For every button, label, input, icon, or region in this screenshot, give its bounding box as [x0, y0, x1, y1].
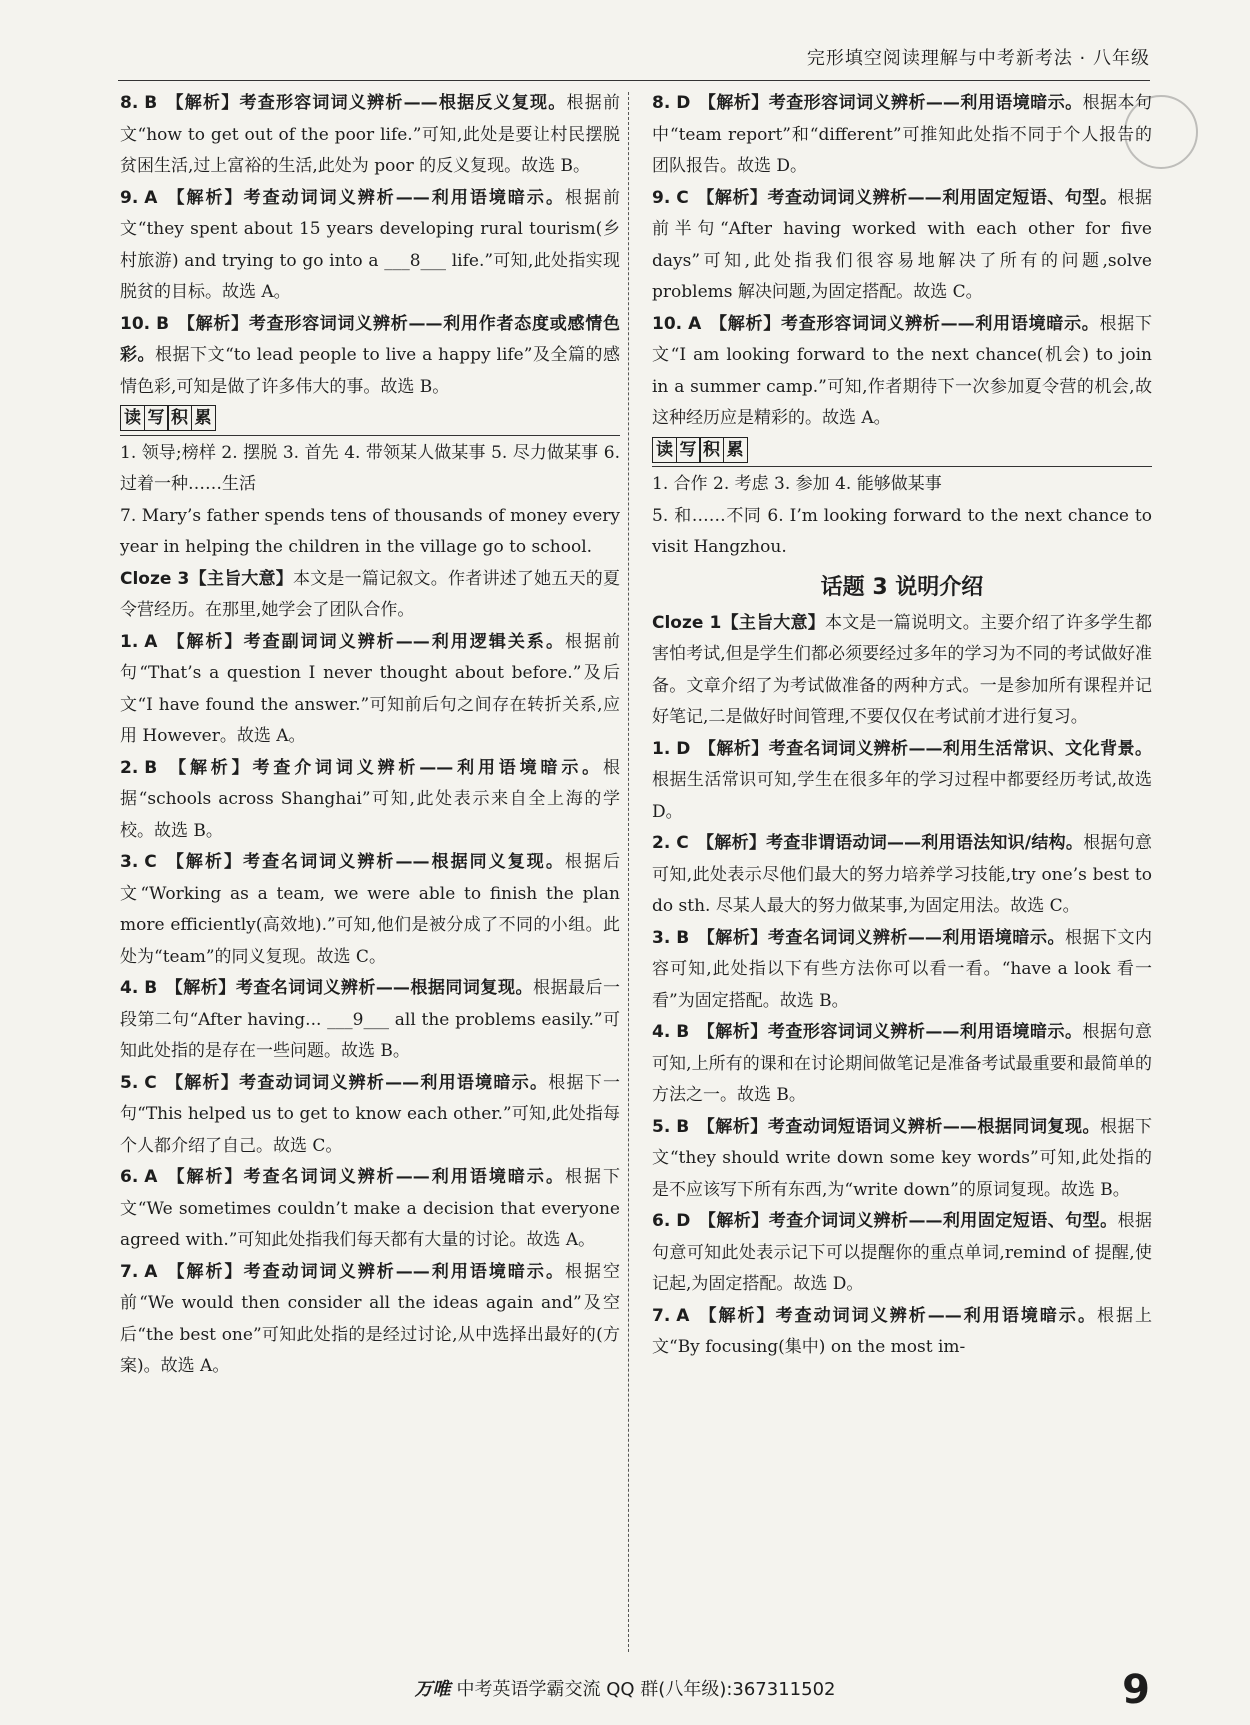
analysis-type: 考查动词词义辨析——利用语境暗示。: [243, 1261, 565, 1282]
left-column: [120, 88, 620, 1383]
answer-letter: C: [676, 833, 689, 853]
answer-item: [120, 183, 620, 309]
cloze-label: Cloze 1: [652, 612, 722, 633]
analysis-text: 根据生活常识可知,学生在很多年的学习过程中都要经历考试,故选 D。: [652, 770, 1152, 822]
answer-item: [652, 1206, 1152, 1301]
answer-item: [120, 753, 620, 848]
analysis-text: 根据下文“We sometimes couldn’t make a decision that everyone agreed with.”可知此处指我们每天都有大量的讨论。故选 A。: [120, 1167, 621, 1250]
cloze-1-summary: [652, 608, 1152, 734]
analysis-tag: 【解析】: [165, 757, 253, 778]
question-number: 3.: [652, 927, 671, 948]
analysis-type: 考查副词词义辨析——利用逻辑关系。: [243, 631, 565, 652]
accumulation-line: 1. 合作 2. 考虑 3. 参加 4. 能够做某事: [652, 474, 942, 494]
answer-letter: A: [144, 187, 158, 208]
answer-letter: B: [676, 927, 690, 948]
analysis-type: 考查形容词词义辨析——利用语境暗示。: [767, 1022, 1083, 1042]
analysis-tag: 【解析】: [698, 738, 769, 759]
analysis-text: 根据句意可知此处表示记下可以提醒你的重点单词,remind of 提醒,使记起,为固定搭配。故选 D。: [652, 1211, 1153, 1294]
analysis-tag: 【解析】: [697, 1305, 776, 1326]
main-idea-tag: 【主旨大意】: [189, 568, 293, 589]
topic-title: 话题 3 说明介绍: [820, 574, 984, 600]
analysis-tag: 【解析】: [165, 187, 244, 208]
question-number: 8.: [120, 93, 139, 113]
analysis-text: 根据下文“to lead people to live a happy life”及全篇的感情色彩,可知是做了许多伟大的事。故选 B。: [120, 345, 620, 397]
analysis-type: 考查名词词义辨析——根据同词复现。: [235, 978, 533, 998]
analysis-type: 考查动词词义辨析——利用语境暗示。: [775, 1305, 1097, 1326]
analysis-text: 根据下文“they should write down some key words”可知,此处指的是不应该写下所有东西,为“write down”的原词复现。故选 B。: [652, 1116, 1153, 1200]
question-number: 4.: [120, 978, 139, 998]
answer-item: [652, 1017, 1152, 1112]
analysis-type: 考查形容词词义辨析——根据反义复现。: [239, 93, 567, 113]
answer-item: [652, 88, 1152, 183]
question-number: 4.: [652, 1022, 671, 1042]
footer: [0, 1675, 1250, 1701]
analysis-text: 根据本句中“team report”和“different”可推知此处指不同于个人报告的团队报告。故选 D。: [652, 93, 1153, 176]
answer-letter: D: [676, 1211, 691, 1231]
analysis-tag: 【解析】: [165, 631, 244, 652]
analysis-type: 考查名词词义辨析——根据同义复现。: [243, 852, 565, 872]
analysis-text: 根据下文“I am looking forward to the next chance(机会) to join in a summer camp.”可知,作者期待下一次参加夏令营的机会,故这种经历应是精彩的。故选 A。: [652, 313, 1153, 428]
answer-item: [120, 1257, 620, 1383]
question-number: 7.: [120, 1261, 139, 1282]
section-label-du-xie-ji-lei: 读 写 积 累: [652, 437, 746, 463]
answer-letter: B: [676, 1022, 690, 1042]
analysis-tag: 【解析】: [697, 1116, 768, 1137]
answer-letter: A: [144, 631, 158, 652]
answer-item: [652, 828, 1152, 923]
answer-item: [652, 309, 1152, 435]
analysis-type: 考查动词词义辨析——利用固定短语、句型。: [767, 187, 1118, 208]
analysis-type: 考查形容词词义辨析——利用作者态度或感情色彩。: [120, 313, 621, 365]
answer-letter: C: [144, 852, 157, 872]
question-number: 5.: [120, 1072, 139, 1093]
footer-text: 中考英语学霸交流 QQ 群(八年级):367311502: [456, 1679, 836, 1700]
section-header-2: [652, 435, 1152, 468]
question-number: 10.: [652, 313, 683, 334]
analysis-tag: 【解析】: [177, 313, 249, 334]
analysis-text: 根据空前“We would then consider all the ideas again and”及空后“the best one”可知此处指的是经过讨论,从中选择出最好的(方案)。故选 A。: [120, 1261, 621, 1376]
answer-item: [120, 1162, 620, 1257]
analysis-tag: 【解析】: [165, 978, 236, 998]
question-number: 7.: [652, 1305, 671, 1326]
question-number: 8.: [652, 93, 671, 113]
brand-logo: 万唯: [414, 1679, 451, 1700]
analysis-tag: 【解析】: [697, 1022, 768, 1042]
main-idea-tag: 【主旨大意】: [721, 612, 825, 633]
summary-text: 本文是一篇记叙文。作者讲述了她五天的夏令营经历。在那里,她学会了团队合作。: [120, 568, 621, 620]
analysis-text: 根据前文“they spent about 15 years developing rural tourism(乡村旅游) and trying to go into a ___8___ life.”可知,此处指实现脱贫的目标。故选 A。: [120, 187, 621, 302]
question-number: 6.: [120, 1167, 139, 1187]
analysis-tag: 【解析】: [165, 1261, 244, 1282]
left-answer-list-1: [120, 88, 620, 403]
answer-item: [120, 88, 620, 183]
cloze-label: Cloze 3: [120, 568, 190, 589]
analysis-type: 考查名词词义辨析——利用生活常识、文化背景。: [768, 738, 1153, 759]
question-number: 1.: [120, 631, 139, 652]
answer-item: [652, 1112, 1152, 1207]
answer-letter: A: [676, 1305, 690, 1326]
accumulation-line: 5. 和……不同 6. I’m looking forward to the next chance to visit Hangzhou.: [652, 505, 1152, 557]
analysis-tag: 【解析】: [698, 93, 769, 113]
analysis-type: 考查动词词义辨析——利用语境暗示。: [243, 187, 565, 208]
answer-letter: C: [676, 187, 689, 208]
analysis-type: 考查形容词词义辨析——利用语境暗示。: [768, 93, 1083, 113]
analysis-tag: 【解析】: [696, 833, 767, 853]
analysis-type: 考查介词词义辨析——利用语境暗示。: [252, 757, 604, 778]
answer-letter: B: [156, 313, 170, 334]
analysis-text: 根据最后一段第二句“After having... ___9___ all the problems easily.”可知此处指的是存在一些问题。故选 B。: [120, 978, 621, 1061]
answer-letter: B: [676, 1116, 690, 1137]
answer-letter: D: [676, 738, 691, 759]
question-number: 5.: [652, 1116, 671, 1137]
analysis-tag: 【解析】: [165, 93, 240, 113]
question-number: 1.: [652, 738, 671, 759]
page-number: 9: [1122, 1667, 1150, 1713]
answer-letter: A: [688, 313, 702, 334]
answer-item: [652, 923, 1152, 1018]
answer-item: [120, 1068, 620, 1163]
analysis-type: 考查名词词义辨析——利用语境暗示。: [243, 1167, 565, 1187]
question-number: 10.: [120, 313, 151, 334]
left-answer-list-2: [120, 627, 620, 1383]
analysis-text: 根据下一句“This helped us to get to know each other.”可知,此处指每个人都介绍了自己。故选 C。: [120, 1072, 621, 1156]
analysis-tag: 【解析】: [164, 1072, 240, 1093]
analysis-text: 根据句意可知,上所有的课和在讨论期间做笔记是准备考试最重要和最简单的方法之一。故选 B。: [652, 1022, 1153, 1105]
right-column: [652, 88, 1152, 1364]
analysis-tag: 【解析】: [696, 187, 768, 208]
analysis-tag: 【解析】: [165, 1167, 244, 1187]
question-number: 9.: [652, 187, 671, 208]
analysis-text: 根据上文“By focusing(集中) on the most im-: [652, 1305, 1153, 1357]
answer-item: [652, 1301, 1152, 1364]
analysis-tag: 【解析】: [697, 927, 768, 948]
right-answer-list-1: [652, 88, 1152, 435]
analysis-text: 根据前半句“After having worked with each other for five days”可知,此处指我们很容易地解决了所有的问题,solve problems 解决问题,为固定搭配。故选 C。: [652, 187, 1153, 302]
answer-letter: B: [144, 978, 158, 998]
header-rule: [118, 80, 1150, 81]
question-number: 2.: [120, 757, 139, 778]
analysis-type: 考查非谓语动词——利用语法知识/结构。: [766, 833, 1084, 853]
answer-letter: B: [144, 757, 158, 778]
analysis-text: 根据后文“Working as a team, we were able to finish the plan more efficiently(高效地).”可知,他们是被分成了不同的小组。此处为“team”的同义复现。故选 C。: [120, 852, 621, 967]
column-divider: [628, 92, 629, 1652]
answer-letter: C: [144, 1072, 157, 1093]
question-number: 9.: [120, 187, 139, 208]
right-answer-list-2: [652, 734, 1152, 1364]
answer-item: [120, 309, 620, 404]
analysis-text: 根据“schools across Shanghai”可知,此处表示来自全上海的学校。故选 B。: [120, 757, 621, 841]
section-header-1: [120, 403, 620, 436]
analysis-type: 考查名词词义辨析——利用语境暗示。: [767, 927, 1065, 948]
analysis-type: 考查动词短语词义辨析——根据同词复现。: [767, 1116, 1100, 1137]
question-number: 2.: [652, 833, 671, 853]
answer-item: [652, 183, 1152, 309]
section-label-du-xie-ji-lei: 读 写 积 累: [120, 405, 214, 431]
analysis-text: 根据前句“That’s a question I never thought about before.”及后文“I have found the answer.”可知前后句之间存在转折关系,应用 However。故选 A。: [120, 631, 621, 746]
running-header: 完形填空阅读理解与中考新考法 · 八年级: [806, 48, 1150, 69]
answer-item: [120, 973, 620, 1068]
analysis-type: 考查形容词词义辨析——利用语境暗示。: [781, 313, 1100, 334]
analysis-tag: 【解析】: [709, 313, 781, 334]
analysis-type: 考查动词词义辨析——利用语境暗示。: [239, 1072, 549, 1093]
answer-item: [120, 627, 620, 753]
question-number: 6.: [652, 1211, 671, 1231]
analysis-text: 根据句意可知,此处表示尽他们最大的努力培养学习技能,try one’s best to do sth. 尽某人最大的努力做某事,为固定用法。故选 C。: [652, 833, 1153, 916]
analysis-tag: 【解析】: [698, 1211, 769, 1231]
answer-letter: B: [144, 93, 158, 113]
accumulation-line: 1. 领导;榜样 2. 摆脱 3. 首先 4. 带领某人做某事 5. 尽力做某事 6. 过着一种……生活: [120, 442, 620, 494]
answer-item: [120, 847, 620, 973]
answer-letter: A: [144, 1261, 158, 1282]
answer-letter: A: [144, 1167, 158, 1187]
cloze-3-summary: [120, 564, 620, 627]
analysis-text: 根据前文“how to get out of the poor life.”可知,此处是要让村民摆脱贫困生活,过上富裕的生活,此处为 poor 的反义复现。故选 B。: [120, 93, 621, 176]
answer-item: [652, 734, 1152, 829]
analysis-tag: 【解析】: [164, 852, 244, 872]
analysis-text: 根据下文内容可知,此处指以下有些方法你可以看一看。“have a look 看一看”为固定搭配。故选 B。: [652, 927, 1153, 1011]
analysis-type: 考查介词词义辨析——利用固定短语、句型。: [768, 1211, 1118, 1231]
question-number: 3.: [120, 852, 139, 872]
answer-letter: D: [676, 93, 691, 113]
accumulation-line: 7. Mary’s father spends tens of thousands of money every year in helping the children in the village go to school.: [120, 505, 620, 557]
summary-text: 本文是一篇说明文。主要介绍了许多学生都害怕考试,但是学生们都必须要经过多年的学习为不同的考试做好准备。文章介绍了为考试做准备的两种方式。一是参加所有课程并记好笔记,二是做好时间管理,不要仅仅在考试前才进行复习。: [652, 612, 1153, 727]
